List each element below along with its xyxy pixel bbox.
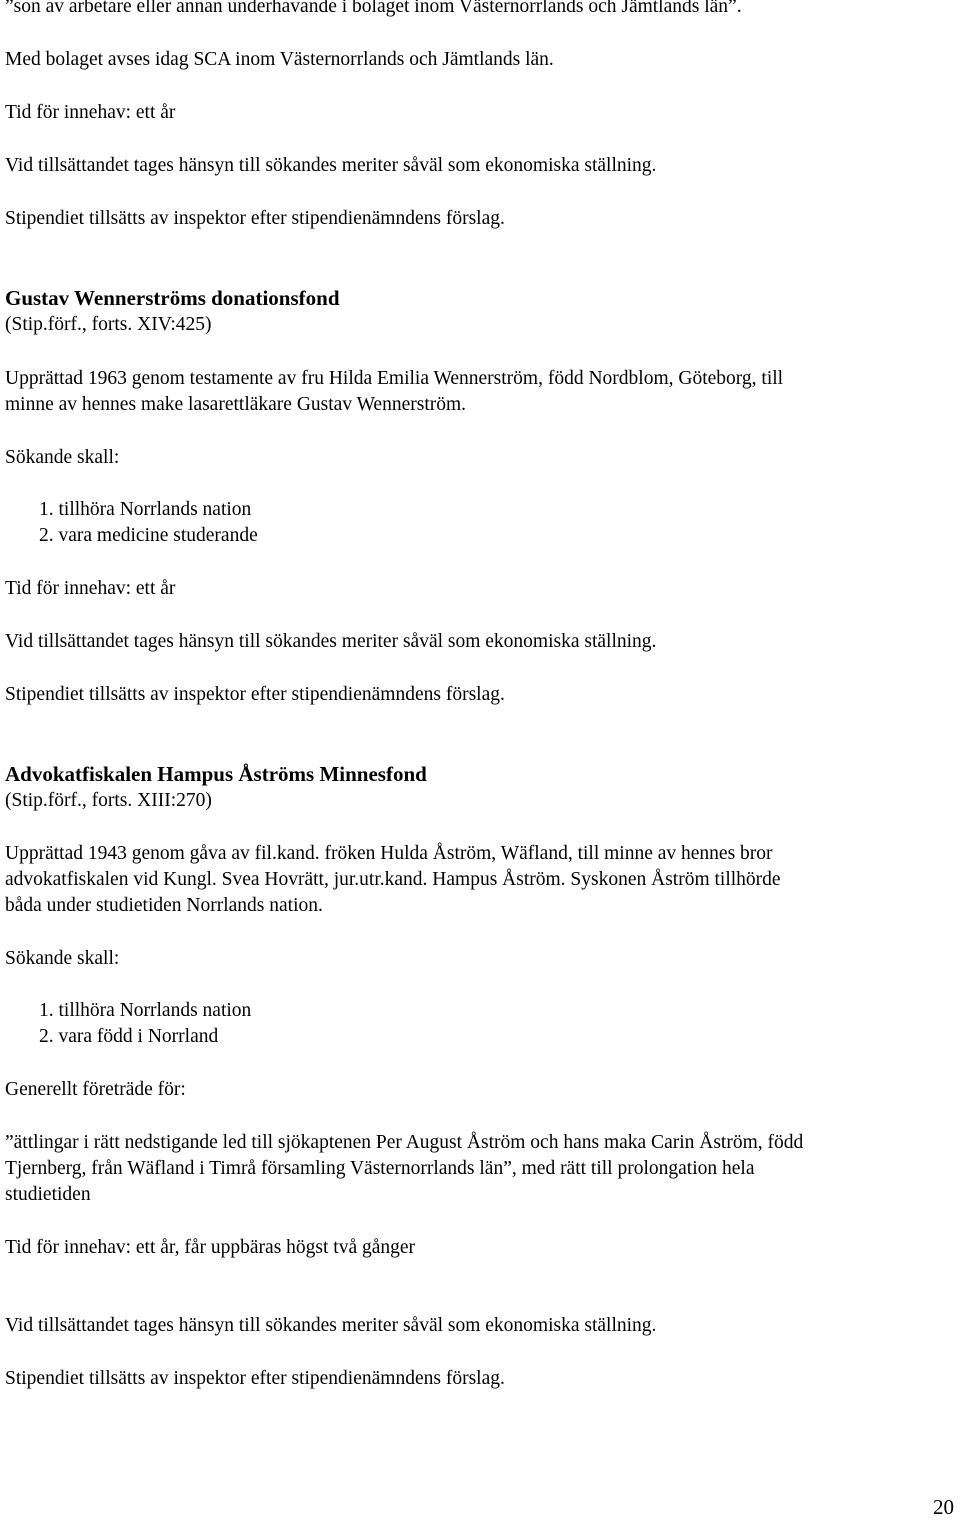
intro-company-note: Med bolaget avses idag SCA inom Västernorrlands och Jämtlands län.: [5, 49, 554, 70]
fund1-requirement: 1. tillhöra Norrlands nation: [39, 499, 252, 520]
fund1-appointment: Stipendiet tillsätts av inspektor efter stipendienämndens förslag.: [5, 684, 505, 705]
fund2-description-line: advokatfiskalen vid Kungl. Svea Hovrätt, jur.utr.kand. Hampus Åström. Syskonen Åström tillhörde: [5, 869, 781, 890]
fund1-description-line: Upprättad 1963 genom testamente av fru Hilda Emilia Wennerström, född Nordblom, Göteborg, till: [5, 368, 784, 389]
fund2-requirement: 2. vara född i Norrland: [39, 1026, 219, 1047]
intro-tenure: Tid för innehav: ett år: [5, 102, 176, 123]
intro-quote: ”son av arbetare eller annan underhavande i bolaget inom Västernorrlands och Jämtlands län”.: [5, 0, 742, 17]
fund1-description-line: minne av hennes make lasarettläkare Gustav Wennerström.: [5, 394, 467, 415]
fund1-consideration: Vid tillsättandet tages hänsyn till sökandes meriter såväl som ekonomiska ställning.: [5, 631, 657, 652]
fund1-requirement: 2. vara medicine studerande: [39, 525, 258, 546]
fund2-description-line: Upprättad 1943 genom gåva av fil.kand. fröken Hulda Åström, Wäfland, till minne av hennes bror: [5, 843, 773, 864]
fund2-preference-line: ”ättlingar i rätt nedstigande led till sjökaptenen Per August Åström och hans maka Carin Åström, född: [5, 1132, 804, 1153]
fund2-description-line: båda under studietiden Norrlands nation.: [5, 895, 323, 916]
fund1-reference: (Stip.förf., forts. XIV:425): [5, 314, 212, 335]
fund2-title: Advokatfiskalen Hampus Åströms Minnesfond: [5, 762, 427, 786]
fund2-tenure: Tid för innehav: ett år, får uppbäras högst två gånger: [5, 1237, 416, 1258]
fund2-preference-heading: Generellt företräde för:: [5, 1079, 186, 1100]
fund2-preference-line: studietiden: [5, 1184, 91, 1205]
fund2-reference: (Stip.förf., forts. XIII:270): [5, 790, 212, 811]
page-number: 20: [933, 1495, 954, 1519]
intro-consideration: Vid tillsättandet tages hänsyn till sökandes meriter såväl som ekonomiska ställning.: [5, 155, 657, 176]
fund1-title: Gustav Wennerströms donationsfond: [5, 286, 340, 310]
fund2-consideration: Vid tillsättandet tages hänsyn till sökandes meriter såväl som ekonomiska ställning.: [5, 1315, 657, 1336]
intro-appointment: Stipendiet tillsätts av inspektor efter stipendienämndens förslag.: [5, 208, 505, 229]
fund2-applicants-heading: Sökande skall:: [5, 948, 120, 969]
fund1-tenure: Tid för innehav: ett år: [5, 578, 176, 599]
fund2-appointment: Stipendiet tillsätts av inspektor efter stipendienämndens förslag.: [5, 1368, 505, 1389]
fund2-requirement: 1. tillhöra Norrlands nation: [39, 1000, 252, 1021]
fund2-preference-line: Tjernberg, från Wäfland i Timrå församling Västernorrlands län”, med rätt till prolongation hela: [5, 1158, 755, 1179]
fund1-applicants-heading: Sökande skall:: [5, 447, 120, 468]
